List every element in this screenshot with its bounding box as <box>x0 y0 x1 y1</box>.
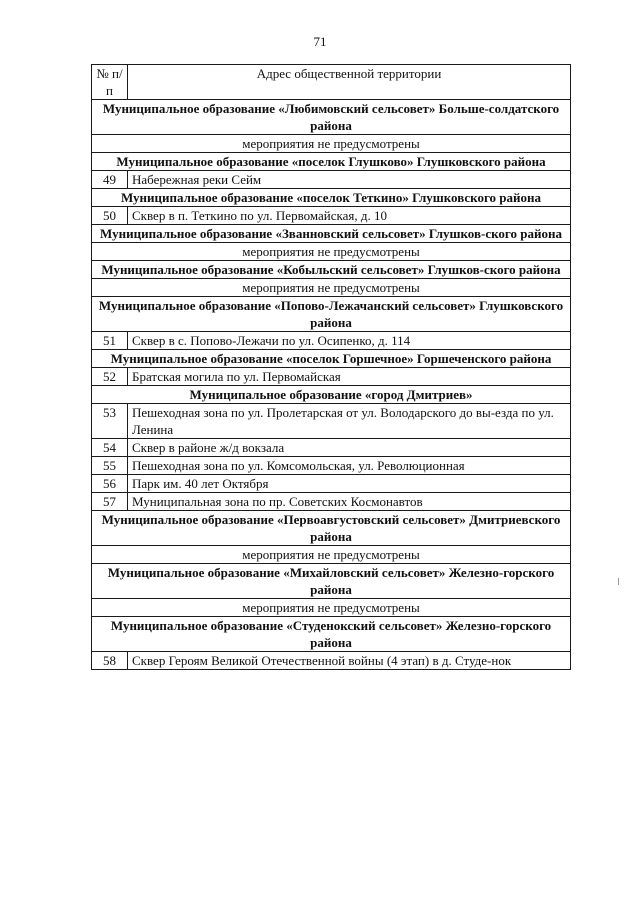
table-header-row <box>92 65 571 100</box>
row-number: 55 <box>92 457 128 475</box>
note-text: мероприятия не предусмотрены <box>92 599 571 617</box>
table-row <box>92 368 571 386</box>
section-heading: Муниципальное образование «Первоавгустовский сельсовет» Дмитриевского района <box>92 511 571 546</box>
note-row <box>92 599 571 617</box>
note-text: мероприятия не предусмотрены <box>92 243 571 261</box>
section-row <box>92 153 571 171</box>
section-heading: Муниципальное образование «Званновский сельсовет» Глушков-ского района <box>92 225 571 243</box>
row-address: Набережная реки Сейм <box>128 171 571 189</box>
table-row <box>92 457 571 475</box>
section-row <box>92 386 571 404</box>
note-row <box>92 546 571 564</box>
page-number: 71 <box>313 34 327 49</box>
row-address: Сквер в районе ж/д вокзала <box>128 439 571 457</box>
scan-mark <box>618 578 619 585</box>
row-number: 52 <box>92 368 128 386</box>
row-address: Пешеходная зона по ул. Пролетарская от ул. Володарского до вы-езда по ул. Ленина <box>128 404 571 439</box>
section-row <box>92 261 571 279</box>
table-row <box>92 332 571 350</box>
section-row <box>92 225 571 243</box>
row-number: 51 <box>92 332 128 350</box>
header-address: Адрес общественной территории <box>128 65 571 100</box>
table-row <box>92 439 571 457</box>
row-address: Сквер в с. Попово-Лежачи по ул. Осипенко, д. 114 <box>128 332 571 350</box>
territory-table <box>91 64 571 670</box>
section-heading: Муниципальное образование «Михайловский сельсовет» Железно-горского района <box>92 564 571 599</box>
table-body <box>92 100 571 670</box>
row-address: Парк им. 40 лет Октября <box>128 475 571 493</box>
row-address: Братская могила по ул. Первомайская <box>128 368 571 386</box>
section-row <box>92 350 571 368</box>
row-number: 57 <box>92 493 128 511</box>
row-number: 54 <box>92 439 128 457</box>
section-heading: Муниципальное образование «поселок Глушково» Глушковского района <box>92 153 571 171</box>
note-text: мероприятия не предусмотрены <box>92 135 571 153</box>
row-address: Муниципальная зона по пр. Советских Космонавтов <box>128 493 571 511</box>
note-row <box>92 243 571 261</box>
section-row <box>92 564 571 599</box>
section-heading: Муниципальное образование «Любимовский сельсовет» Больше-солдатского района <box>92 100 571 135</box>
row-address: Сквер Героям Великой Отечественной войны (4 этап) в д. Студе-нок <box>128 652 571 670</box>
table-row <box>92 404 571 439</box>
row-number: 56 <box>92 475 128 493</box>
table-row <box>92 207 571 225</box>
section-row <box>92 511 571 546</box>
section-heading: Муниципальное образование «Попово-Лежачанский сельсовет» Глушковского района <box>92 297 571 332</box>
note-row <box>92 279 571 297</box>
section-heading: Муниципальное образование «поселок Теткино» Глушковского района <box>92 189 571 207</box>
row-address: Сквер в п. Теткино по ул. Первомайская, д. 10 <box>128 207 571 225</box>
section-row <box>92 189 571 207</box>
table-row <box>92 652 571 670</box>
section-heading: Муниципальное образование «город Дмитриев» <box>92 386 571 404</box>
section-row <box>92 100 571 135</box>
header-number: № п/п <box>92 65 128 100</box>
section-row <box>92 297 571 332</box>
table-row <box>92 171 571 189</box>
note-text: мероприятия не предусмотрены <box>92 546 571 564</box>
note-row <box>92 135 571 153</box>
section-heading: Муниципальное образование «Студенокский сельсовет» Железно-горского района <box>92 617 571 652</box>
row-number: 49 <box>92 171 128 189</box>
section-heading: Муниципальное образование «поселок Горшечное» Горшеченского района <box>92 350 571 368</box>
row-address: Пешеходная зона по ул. Комсомольская, ул. Революционная <box>128 457 571 475</box>
table-row <box>92 475 571 493</box>
section-heading: Муниципальное образование «Кобыльский сельсовет» Глушков-ского района <box>92 261 571 279</box>
row-number: 53 <box>92 404 128 439</box>
section-row <box>92 617 571 652</box>
row-number: 50 <box>92 207 128 225</box>
row-number: 58 <box>92 652 128 670</box>
table-row <box>92 493 571 511</box>
note-text: мероприятия не предусмотрены <box>92 279 571 297</box>
